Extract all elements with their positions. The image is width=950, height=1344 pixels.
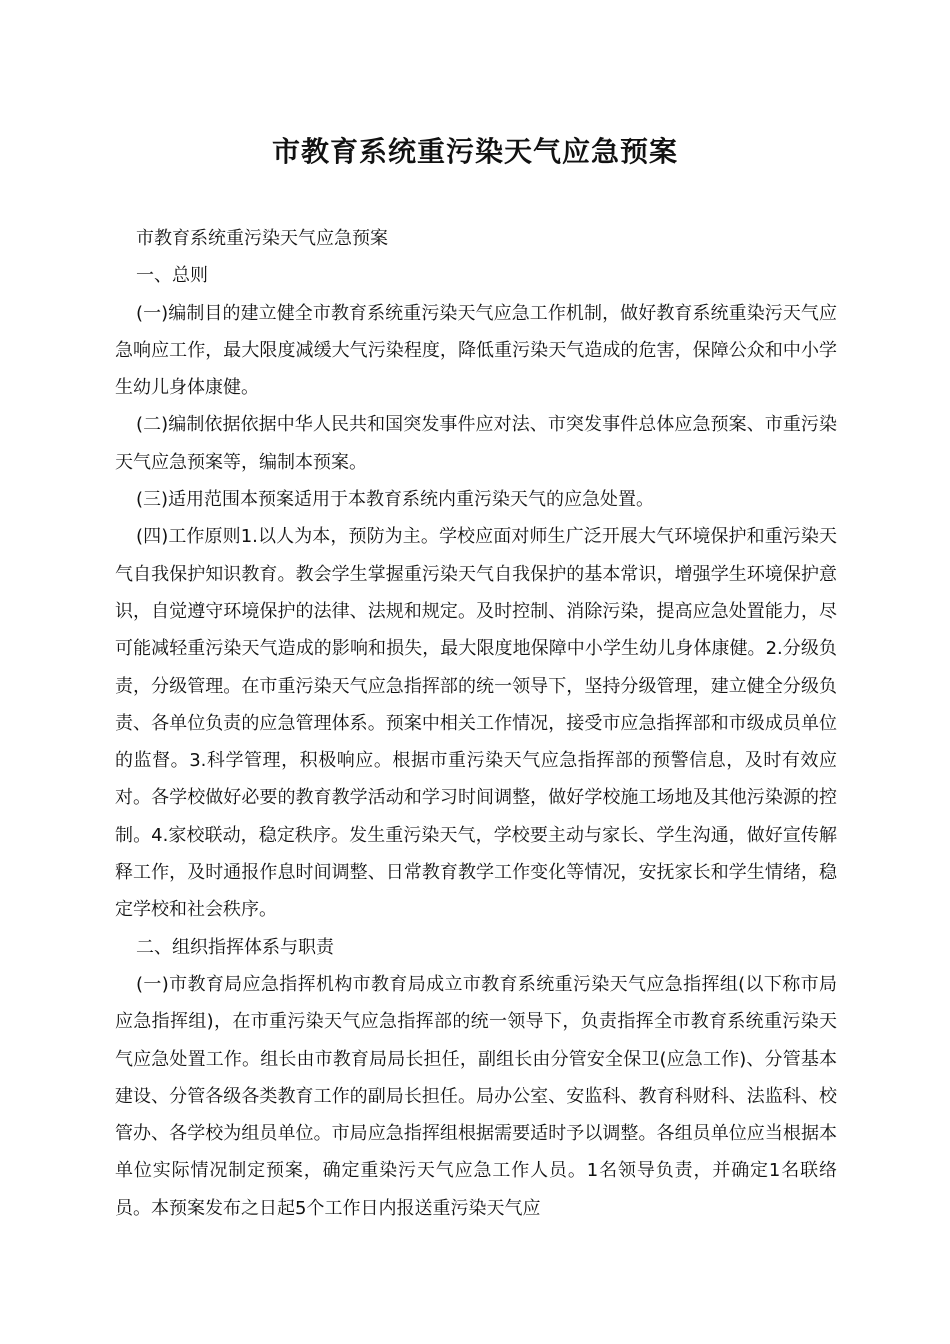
document-title: 市教育系统重污染天气应急预案 (271, 135, 678, 168)
paragraph-purpose: (一)编制目的建立健全市教育系统重污染天气应急工作机制，做好教育系统重染污天气应急响应工作，最大限度减缓大气污染程度，降低重污染天气造成的危害，保障公众和中小学生幼儿身体康健。 (115, 302, 837, 399)
section-heading-organization: 二、组织指挥体系与职责 (136, 936, 334, 958)
paragraph-command-structure: (一)市教育局应急指挥机构市教育局成立市教育系统重污染天气应急指挥组(以下称市局应急指挥组)，在市重污染天气应急指挥部的统一领导下，负责指挥全市教育系统重污染天气应急处置工作。组长由市教育局局长担任，副组长由分管安全保卫(应急工作)、分管基本建设、分管各级各类教育工作的副局长担任。局办公室、安监科、教育科财科、法监科、校管办、各学校为组员单位。市局应急指挥组根据需要适时予以调整。各组员单位应当根据本单位实际情况制定预案，确定重染污天气应急工作人员。1名领导负责，并确定1名联络员。本预案发布之日起5个工作日内报送重污染天气应 (115, 973, 837, 1219)
paragraph-subtitle: 市教育系统重污染天气应急预案 (136, 228, 388, 249)
paragraph-scope: (三)适用范围本预案适用于本教育系统内重污染天气的应急处置。 (136, 489, 655, 511)
section-heading-general: 一、总则 (136, 265, 208, 287)
paragraph-basis: (二)编制依据依据中华人民共和国突发事件应对法、市突发事件总体应急预案、市重污染天气应急预案等，编制本预案。 (115, 414, 837, 473)
document-body (115, 220, 837, 1227)
paragraph-principles: (四)工作原则1.以人为本，预防为主。学校应面对师生广泛开展大气环境保护和重污染天气自我保护知识教育。教会学生掌握重污染天气自我保护的基本常识，增强学生环境保护意识，自觉遵守环境保护的法律、法规和规定。及时控制、消除污染，提高应急处置能力，尽可能减轻重污染天气造成的影响和损失，最大限度地保障中小学生幼儿身体康健。2.分级负责，分级管理。在市重污染天气应急指挥部的统一领导下，坚持分级管理，建立健全分级负责、各单位负责的应急管理体系。预案中相关工作情况，接受市应急指挥部和市级成员单位的监督。3.科学管理，积极响应。根据市重污染天气应急指挥部的预警信息，及时有效应对。各学校做好必要的教育教学活动和学习时间调整，做好学校施工场地及其他污染源的控制。4.家校联动，稳定秩序。发生重污染天气，学校要主动与家长、学生沟通，做好宣传解释工作，及时通报作息时间调整、日常教育教学工作变化等情况，安抚家长和学生情绪，稳定学校和社会秩序。 (115, 526, 837, 921)
